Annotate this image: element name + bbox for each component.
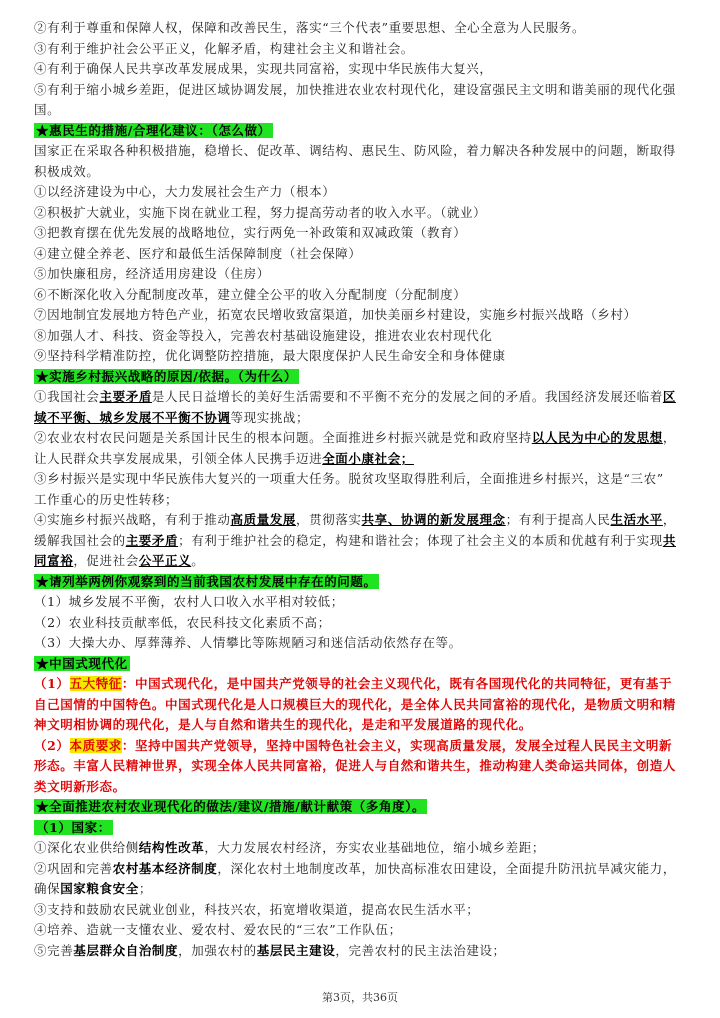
text-segment: ，贯彻落实: [296, 512, 362, 527]
text-segment: 国。: [34, 102, 61, 117]
text-segment: 结构性改革: [138, 840, 205, 855]
text-segment: 高质量发展: [230, 512, 297, 527]
text-line: [34, 408, 690, 428]
text-segment: 公平正义: [138, 553, 192, 568]
text-segment: （1）: [34, 676, 70, 691]
text-segment: ②积极扩大就业，实施下岗在就业工程，努力提高劳动者的收入水平。（就业）: [34, 205, 487, 220]
text-line: [34, 182, 690, 202]
text-line: [34, 654, 690, 674]
text-line: [34, 510, 690, 530]
text-segment: 全面小康社会；: [322, 451, 414, 466]
text-segment: 等现实挑战；: [230, 410, 310, 425]
text-line: [34, 305, 690, 325]
text-segment: 主要矛盾: [125, 533, 179, 548]
text-segment: ③乡村振兴是实现中华民族伟大复兴的一项重大任务。脱贫攻坚取得胜利后，全面推进乡村振兴，这是“三农”: [34, 471, 664, 486]
text-line: [34, 633, 690, 653]
text-line: [34, 449, 690, 469]
text-line: [34, 879, 690, 899]
text-line: [34, 39, 690, 59]
text-segment: ④培养、造就一支懂农业、爱农村、爱农民的“三农”工作队伍；: [34, 922, 402, 937]
text-segment: 以人民为中心的发思想: [531, 430, 663, 445]
text-segment: 基层民主建设: [256, 943, 336, 958]
text-segment: ③支持和鼓励农民就业创业，科技兴农，拓宽增收渠道，提高农民生活水平；: [34, 902, 480, 917]
text-segment: （2）农业科技贡献率低，农民科技文化素质不高；: [34, 615, 331, 630]
text-segment: ，促进社会: [73, 553, 139, 568]
text-segment: ⑤完善: [34, 943, 74, 958]
text-line: [34, 551, 690, 571]
text-line: [34, 59, 690, 79]
text-segment: 五大特征: [69, 676, 122, 691]
text-line: [34, 428, 690, 448]
text-line: [34, 859, 690, 879]
text-line: [34, 469, 690, 489]
text-line: [34, 18, 690, 38]
text-segment: （3）大操大办、厚葬薄养、人情攀比等陈规陋习和迷信活动依然存在等。: [34, 635, 462, 650]
text-segment: 同富裕: [34, 553, 74, 568]
text-line: [34, 736, 690, 756]
text-segment: ⑥不断深化收入分配制度改革，建立健全公平的收入分配制度（分配制度）: [34, 287, 467, 302]
text-segment: ④有利于确保人民共享改革发展成果，实现共同富裕，实现中华民族伟大复兴，: [34, 61, 493, 76]
text-line: [34, 920, 690, 940]
section-heading: ★惠民生的措施/合理化建议：（怎么做）: [36, 123, 271, 138]
text-segment: ，完善农村的民主法治建设；: [335, 943, 506, 958]
text-segment: 生活水平: [610, 512, 663, 527]
text-segment: ②巩固和完善: [34, 861, 113, 876]
section-heading: ★中国式现代化: [36, 656, 128, 671]
text-line: [34, 244, 690, 264]
text-segment: ④建立健全养老、医疗和最低生活保障制度（社会保障）: [34, 246, 362, 261]
text-segment: ⑧加强人才、科技、资金等投入，完善农村基础设施建设，推进农业农村现代化: [34, 328, 493, 343]
section-heading: ★实施乡村振兴战略的原因/依据。（为什么）: [36, 369, 297, 384]
text-line: [34, 900, 690, 920]
text-segment: 确保: [34, 881, 61, 896]
text-line: [34, 715, 690, 735]
text-line: [34, 941, 690, 961]
text-segment: ①以经济建设为中心，大力发展社会生产力（根本）: [34, 184, 336, 199]
text-line: [34, 346, 690, 366]
text-line: [34, 264, 690, 284]
text-line: [34, 797, 690, 817]
text-segment: ，大力发展农村经济，夯实农业基础地位，缩小城乡差距；: [204, 840, 545, 855]
text-segment: 类文明新形态。: [34, 779, 126, 794]
text-segment: 是人民日益增长的美好生活需要和不平衡不充分的发展之间的矛盾。我国经济发展还临着: [151, 389, 663, 404]
text-line: [34, 756, 690, 776]
text-segment: ⑨坚持科学精准防控，优化调整防控措施，最大限度保护人民生命安全和身体健康: [34, 348, 506, 363]
text-line: [34, 592, 690, 612]
text-line: [34, 838, 690, 858]
text-segment: 基层群众自治制度: [73, 943, 179, 958]
text-segment: ：中国式现代化，是中国共产党领导的社会主义现代化，既有各国现代化的共同特征，更有基于: [121, 676, 673, 691]
text-segment: 本质要求: [69, 738, 122, 753]
text-segment: 自己国情的中国特色。中国式现代化是人口规模巨大的现代化，是全体人民共同富裕的现代化，是物质文明和精: [34, 697, 676, 712]
text-line: [34, 613, 690, 633]
text-segment: ，: [662, 512, 676, 527]
text-segment: ③把教育摆在优先发展的战略地位，实行两免一补政策和双减政策（教育）: [34, 225, 467, 240]
text-line: [34, 285, 690, 305]
text-segment: 农村基本经济制度: [112, 861, 218, 876]
text-line: [34, 80, 690, 100]
text-segment: ；有利于提高人民: [505, 512, 611, 527]
text-line: [34, 100, 690, 120]
page-footer: 第3页，共36页: [322, 991, 398, 1004]
text-segment: ，加强农村的: [178, 943, 257, 958]
text-line: [34, 572, 690, 592]
text-segment: 国家粮食安全: [60, 881, 139, 896]
text-line: [34, 818, 690, 838]
text-line: [34, 141, 690, 161]
text-segment: ；: [138, 881, 152, 896]
text-line: [34, 674, 690, 694]
section-heading: （1）国家：: [36, 820, 111, 835]
text-segment: ④实施乡村振兴战略，有利于推动: [34, 512, 231, 527]
text-segment: ①深化农业供给侧: [34, 840, 139, 855]
text-segment: ③有利于维护社会公平正义，化解矛盾，构建社会主义和谐社会。: [34, 41, 414, 56]
text-segment: 国家正在采取各种积极措施，稳增长、促改革、调结构、惠民生、防风险，着力解决各种发展中的问题，断取得: [34, 143, 676, 158]
text-segment: （1）城乡发展不平衡，农村人口收入水平相对较低；: [34, 594, 344, 609]
text-segment: ①我国社会: [34, 389, 100, 404]
text-line: [34, 326, 690, 346]
text-segment: 神文明相协调的现代化，是人与自然和谐共生的现代化，是走和平发展道路的现代化。: [34, 717, 532, 732]
section-heading: ★全面推进农村农业现代化的做法/建议/措施/献计献策（多角度）。: [36, 799, 426, 814]
text-segment: 。: [191, 553, 205, 568]
text-segment: 主要矛盾: [99, 389, 152, 404]
text-line: [34, 777, 690, 797]
text-segment: 工作重心的历史性转移；: [34, 492, 179, 507]
text-segment: ：坚持中国共产党领导，坚持中国特色社会主义，实现高质量发展，发展全过程人民民主文明新: [121, 738, 673, 753]
text-segment: （2）: [34, 738, 70, 753]
text-segment: 缓解我国社会的: [34, 533, 126, 548]
text-line: [34, 162, 690, 182]
text-line: [34, 387, 690, 407]
text-segment: ；有利于维护社会的稳定，构建和谐社会；体现了社会主义的本质和优越有利于实现: [178, 533, 663, 548]
text-segment: ⑤加快廉租房，经济适用房建设（住房）: [34, 266, 270, 281]
text-segment: 形态。丰富人民精神世界，实现全体人民共同富裕，促进人与自然和谐共生，推动构建人类命运共同体，创造人: [34, 758, 676, 773]
text-segment: 共: [662, 533, 676, 548]
section-heading: ★请列举两例你观察到的当前我国农村发展中存在的问题。: [36, 574, 377, 589]
text-line: [34, 531, 690, 551]
text-line: [34, 223, 690, 243]
text-segment: ，深化农村土地制度改革，加快高标准农田建设，全面提升防汛抗旱减灾能力，: [217, 861, 676, 876]
text-line: [34, 490, 690, 510]
text-segment: ⑦因地制宜发展地方特色产业，拓宽农民增收致富渠道，加快美丽乡村建设，实施乡村振兴战略（乡村）: [34, 307, 637, 322]
text-segment: 区: [662, 389, 676, 404]
text-segment: ②有利于尊重和保障人权，保障和改善民生，落实“三个代表”重要思想、全心全意为人民服务。: [34, 20, 586, 35]
text-segment: ②农业农村农民问题是关系国计民生的根本问题。全面推进乡村振兴就是党和政府坚持: [34, 430, 532, 445]
text-line: [34, 203, 690, 223]
text-line: [34, 695, 690, 715]
text-segment: 积极成效。: [34, 164, 100, 179]
text-segment: 域不平衡、城乡发展不平衡不协调: [34, 410, 231, 425]
text-segment: ，: [662, 430, 676, 445]
text-segment: 共享、协调的新发展理念: [361, 512, 506, 527]
text-line: [34, 121, 690, 141]
text-segment: ⑤有利于缩小城乡差距，促进区域协调发展，加快推进农业农村现代化，建设富强民主文明和谐美丽的现代化强: [34, 82, 676, 97]
text-segment: 让人民群众共享发展成果，引领全体人民携手迈进: [34, 451, 323, 466]
text-line: [34, 367, 690, 387]
